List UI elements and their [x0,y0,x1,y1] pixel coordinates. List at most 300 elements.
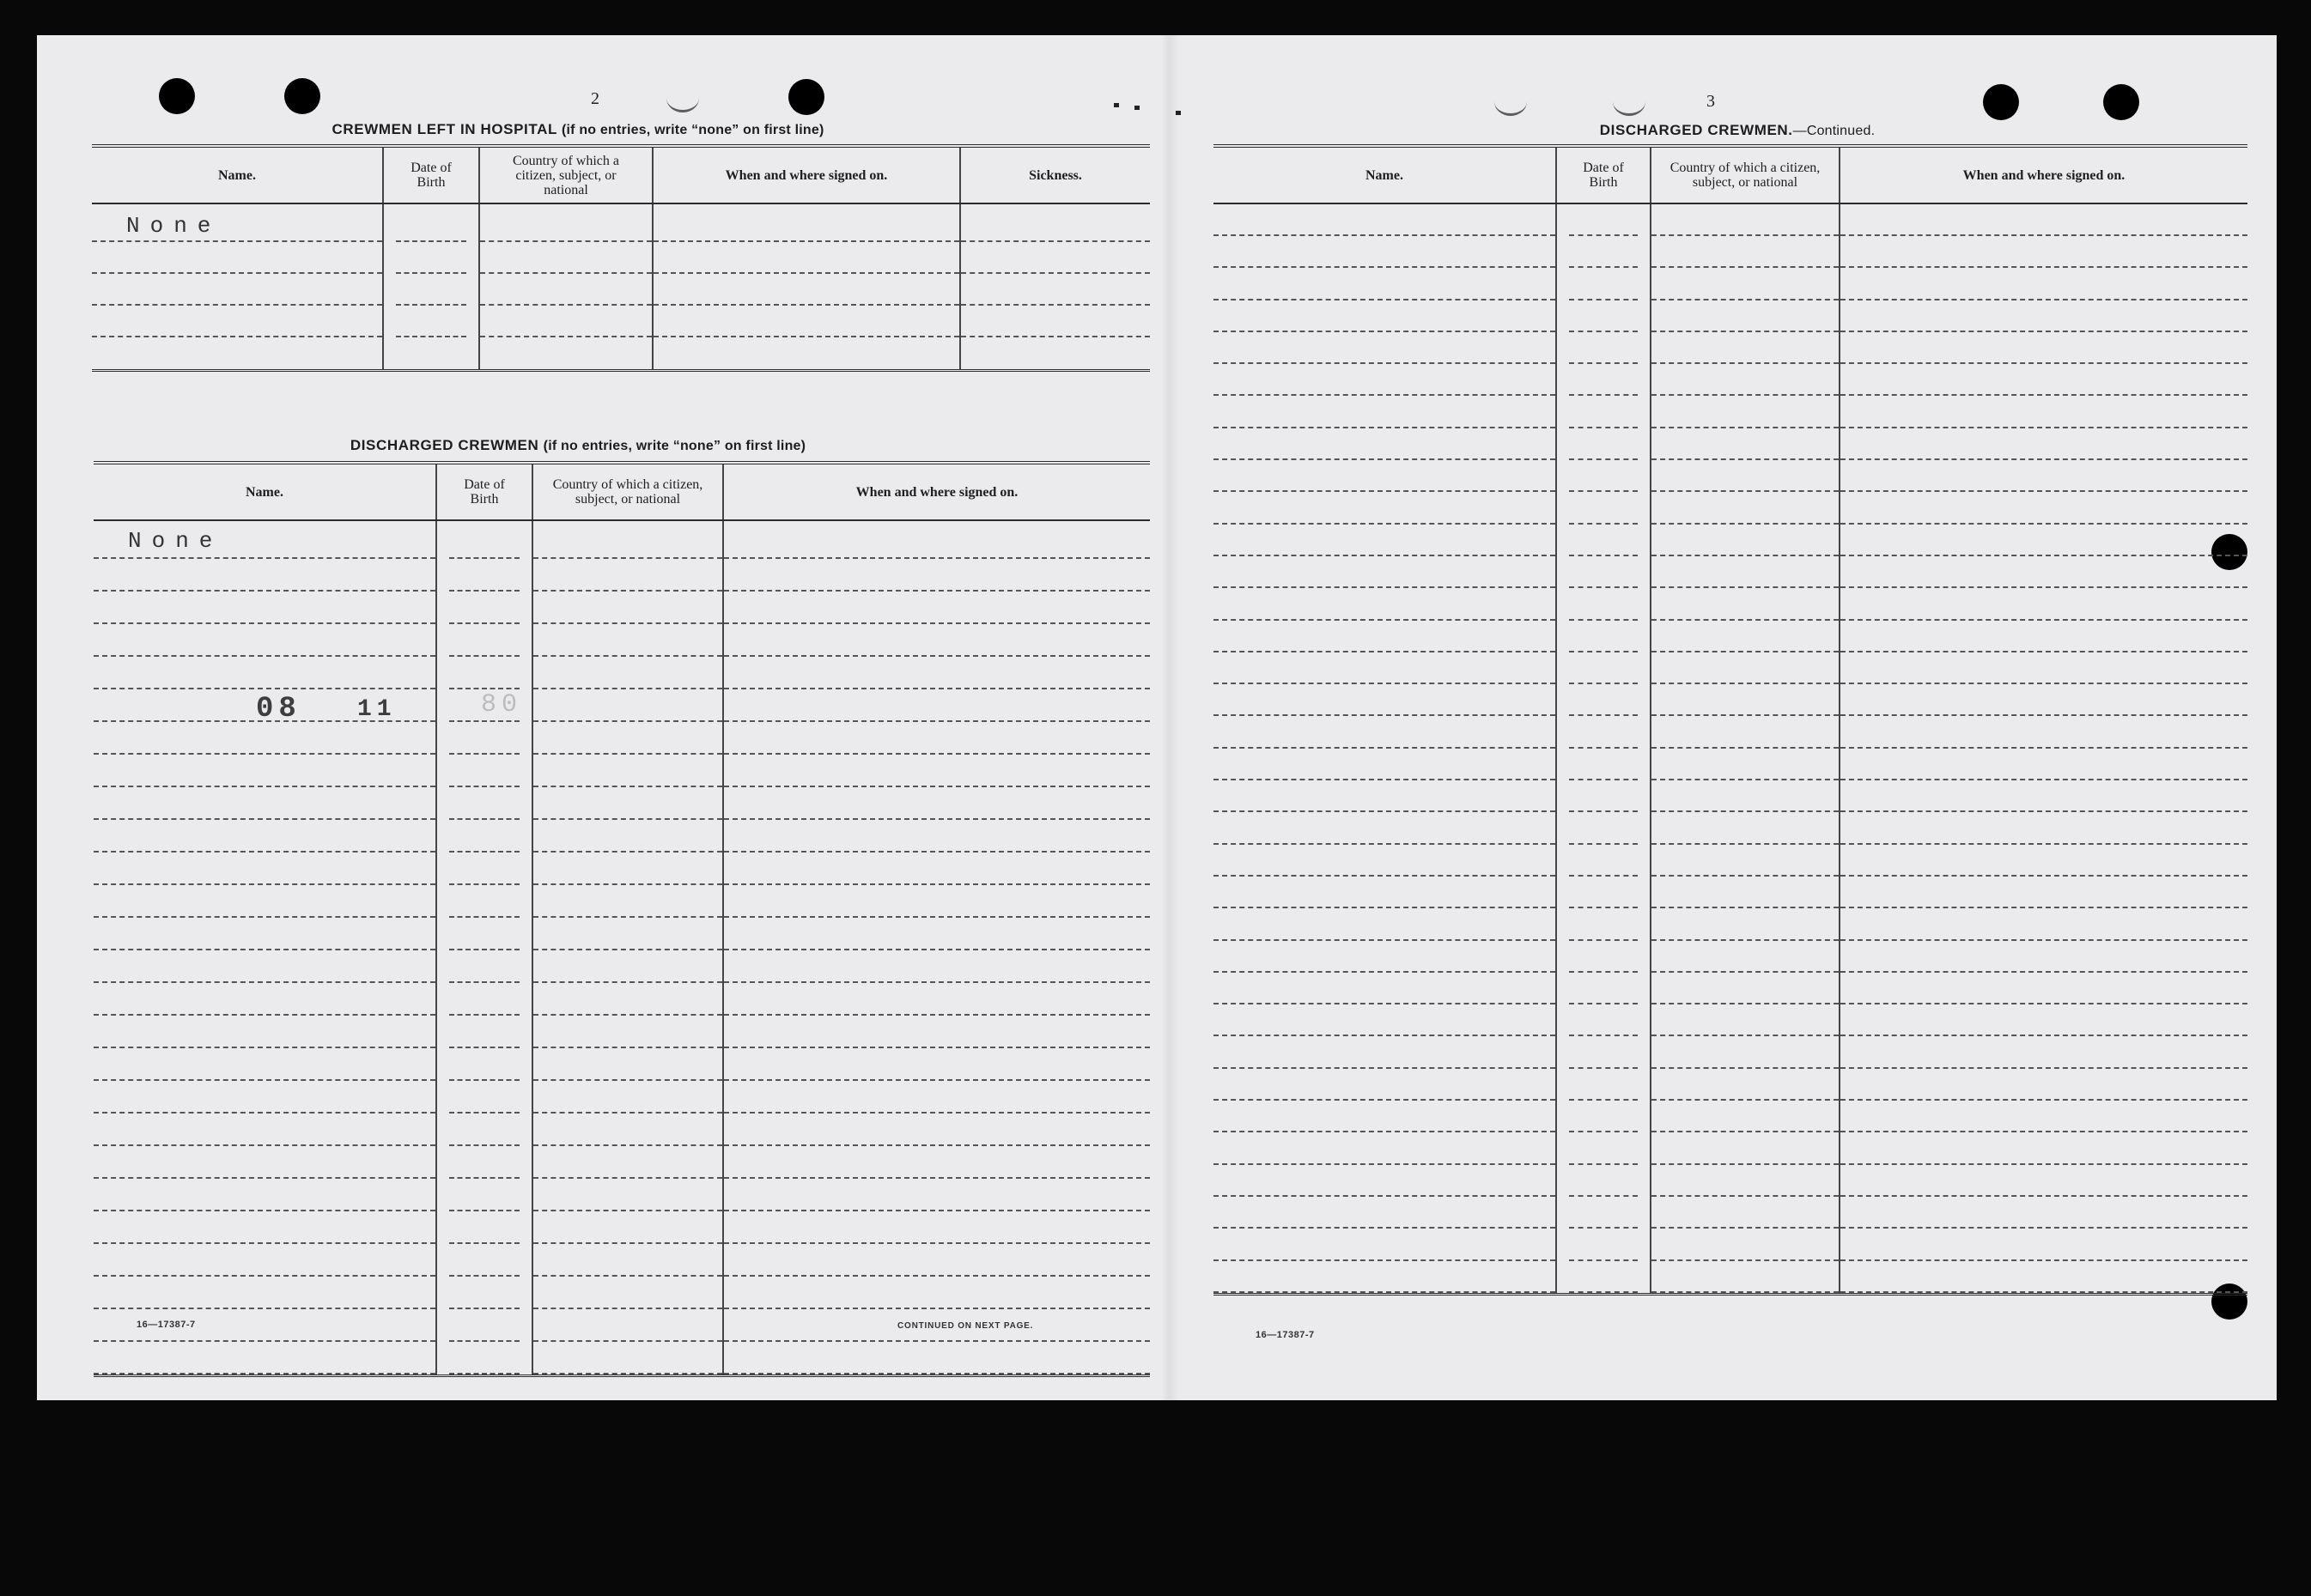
blank-line [1569,1132,1638,1164]
blank-line [94,1048,435,1081]
scan-speck [1114,103,1119,107]
blank-line [1213,845,1555,877]
blank-line [533,624,722,657]
blank-line [1213,908,1555,940]
col-header-name: Name. [94,464,437,519]
blank-line [1213,780,1555,812]
blank-line [1651,1069,1839,1101]
blank-line [1840,749,2247,780]
blank-line [724,885,1150,918]
blank-line [480,306,652,337]
blank-line [1213,428,1555,460]
blank-line [1840,268,2247,300]
blank-line [94,820,435,853]
blank-line [94,1016,435,1048]
blank-line [1569,1229,1638,1260]
col-header-dob: Date of Birth [384,148,480,203]
blank-line [1651,332,1839,364]
blank-line [1840,1069,2247,1101]
blank-line [724,1179,1150,1211]
blank-line [1569,268,1638,300]
blank-line [1840,428,2247,460]
blank-line [533,787,722,820]
blank-line [1213,973,1555,1004]
hospital-title-text: CREWMEN LEFT IN HOSPITAL [331,121,557,137]
blank-line [1569,204,1638,236]
blank-line [396,204,466,242]
blank-line [533,1211,722,1244]
blank-line [1569,492,1638,524]
form-number: 16—17387-7 [1256,1330,1315,1340]
blank-line [1840,1261,2247,1293]
blank-line [533,521,722,559]
blank-line [1569,1101,1638,1132]
blank-line [1840,525,2247,556]
punch-hole [159,78,195,114]
blank-line [449,1081,520,1114]
blank-line [724,1277,1150,1309]
stamp-mark: 80 [481,690,523,719]
blank-line [1651,652,1839,684]
page-number: 2 [591,89,599,108]
scan-speck [1176,111,1181,115]
blank-line [1213,300,1555,332]
blank-line [1651,845,1839,877]
blank-line [1651,812,1839,844]
blank-line [1213,556,1555,588]
blank-line [94,624,435,657]
col-header-dob: Date of Birth [1557,148,1651,203]
blank-line [449,624,520,657]
blank-line [533,1114,722,1146]
blank-line [480,242,652,274]
blank-line [449,1342,520,1375]
blank-line [724,521,1150,559]
blank-line [480,274,652,306]
blank-line [449,1244,520,1277]
blank-line [724,1048,1150,1081]
blank-line [92,306,382,337]
blank-line [449,1016,520,1048]
blank-line [1651,780,1839,812]
blank-line [1569,621,1638,652]
blank-line [1840,621,2247,652]
blank-line [654,337,959,369]
table-bottom-rule [94,1375,1150,1377]
blank-line [1213,1197,1555,1229]
blank-line [533,722,722,755]
blank-line [396,337,466,369]
blank-line [724,820,1150,853]
entry-none: None [92,204,382,242]
blank-line [1840,684,2247,716]
blank-line [1651,941,1839,973]
blank-line [724,1114,1150,1146]
blank-line [1651,396,1839,428]
discharged-title-text: DISCHARGED CREWMEN [350,437,539,453]
blank-line [1569,780,1638,812]
blank-line [1569,556,1638,588]
blank-line [1213,492,1555,524]
blank-line [1569,588,1638,620]
blank-line [533,1179,722,1211]
punch-hole [788,79,824,115]
col-header-country: Country of which a citizen, subject, or national [1651,148,1840,203]
blank-line [1840,941,2247,973]
blank-line [1569,749,1638,780]
blank-line [1840,460,2247,492]
blank-line [533,885,722,918]
blank-line [1569,652,1638,684]
blank-line [724,1016,1150,1048]
blank-line [654,274,959,306]
blank-line [533,592,722,624]
col-header-country: Country of which a citizen, subject, or national [533,464,724,519]
blank-line [533,1081,722,1114]
blank-line [94,722,435,755]
blank-line [961,274,1150,306]
blank-line [449,755,520,787]
blank-line [1651,621,1839,652]
blank-line [1651,492,1839,524]
blank-line [449,521,520,559]
blank-line [1651,1197,1839,1229]
col-dob [1557,204,1651,1293]
blank-line [396,242,466,274]
blank-line [1651,973,1839,1004]
blank-line [449,1179,520,1211]
blank-line [1213,1165,1555,1197]
blank-line [1213,1101,1555,1132]
blank-line [1569,1036,1638,1068]
blank-line [94,885,435,918]
section-title-discharged-continued [1205,122,2270,139]
blank-line [94,1114,435,1146]
blank-line [533,755,722,787]
blank-line [724,787,1150,820]
blank-line [449,657,520,689]
form-number: 16—17387-7 [137,1320,196,1330]
blank-line [961,337,1150,369]
blank-line [1651,877,1839,908]
col-name [92,204,384,369]
blank-line [1213,684,1555,716]
blank-line [724,755,1150,787]
blank-line [1213,1004,1555,1036]
table-bottom-rule [1213,1293,2247,1296]
col-header-signed-on: When and where signed on. [1962,167,2126,183]
blank-line [1213,1261,1555,1293]
blank-line [1840,908,2247,940]
blank-line [533,918,722,950]
blank-line [94,592,435,624]
col-name [94,521,437,1375]
blank-line [449,787,520,820]
blank-line [1569,236,1638,268]
blank-line [449,885,520,918]
blank-line [94,1211,435,1244]
blank-line [1213,812,1555,844]
col-signed-on [724,521,1150,1375]
col-country [533,521,724,1375]
blank-line [1213,1229,1555,1260]
blank-line [449,1277,520,1309]
blank-line [1213,460,1555,492]
blank-line [1569,364,1638,396]
blank-line [1840,1101,2247,1132]
blank-line [1651,364,1839,396]
blank-line [961,306,1150,337]
blank-line [1569,684,1638,716]
blank-line [533,1309,722,1342]
blank-line [1213,749,1555,780]
blank-line [1651,460,1839,492]
blank-line [396,306,466,337]
section-title-discharged [88,437,1067,454]
blank-line [94,1342,435,1375]
blank-line [1840,396,2247,428]
blank-line [1569,812,1638,844]
col-header-name: Name. [1213,148,1557,203]
blank-line [94,918,435,950]
blank-line [1651,204,1839,236]
blank-line [1569,300,1638,332]
blank-line [1840,1197,2247,1229]
blank-line [533,1277,722,1309]
blank-line [1651,1229,1839,1260]
stamp-mark: 08 [256,693,301,725]
blank-line [1651,268,1839,300]
hospital-table [92,144,1150,372]
blank-line [1213,877,1555,908]
blank-line [533,1146,722,1179]
blank-line [1569,1165,1638,1197]
col-name [1213,204,1557,1293]
blank-line [533,853,722,885]
table-bottom-rule [92,369,1150,372]
blank-line [533,820,722,853]
blank-line [724,689,1150,722]
discharged-continued-body [1213,204,2247,1293]
blank-line [1651,1132,1839,1164]
blank-line [1840,204,2247,236]
stamp-mark: 11 [357,696,397,723]
blank-line [1840,1036,2247,1068]
blank-line [1840,300,2247,332]
blank-line [1840,1132,2247,1164]
blank-line [1651,1004,1839,1036]
blank-line [480,337,652,369]
blank-line [724,853,1150,885]
blank-line [724,1244,1150,1277]
blank-line [1651,300,1839,332]
blank-line [724,950,1150,983]
blank-line [533,689,722,722]
blank-line [1213,941,1555,973]
blank-line [1569,845,1638,877]
blank-line [724,1146,1150,1179]
blank-line [1569,1261,1638,1293]
blank-line [1651,908,1839,940]
col-header-country: Country of which a citizen, subject, or national [480,148,654,203]
blank-line [1569,525,1638,556]
scan-speck [1134,106,1140,110]
blank-line [94,853,435,885]
blank-line [94,559,435,592]
blank-line [1651,716,1839,748]
col-dob [384,204,480,369]
blank-line [1569,1069,1638,1101]
blank-line [92,242,382,274]
blank-line [724,1342,1150,1375]
blank-line [1213,716,1555,748]
hole-mark [1494,88,1527,116]
page-number: 3 [1706,92,1715,111]
blank-line [1651,236,1839,268]
blank-line [724,722,1150,755]
blank-line [724,624,1150,657]
blank-line [1213,364,1555,396]
blank-line [724,1081,1150,1114]
blank-line [533,1342,722,1375]
blank-line [1569,877,1638,908]
blank-line [1651,1165,1839,1197]
blank-line [449,1309,520,1342]
blank-line [724,983,1150,1016]
col-signed-on [654,204,961,369]
blank-line [1651,428,1839,460]
blank-line [449,592,520,624]
blank-line [1651,1101,1839,1132]
blank-line [654,242,959,274]
blank-line [1651,684,1839,716]
blank-line [1569,428,1638,460]
blank-line [449,983,520,1016]
blank-line [396,274,466,306]
blank-line [1569,1004,1638,1036]
blank-line [1651,556,1839,588]
blank-line [533,657,722,689]
blank-line [1213,268,1555,300]
hole-mark [1613,88,1645,116]
blank-line [449,1146,520,1179]
blank-line [449,1114,520,1146]
blank-line [449,853,520,885]
blank-line [1840,588,2247,620]
blank-line [1213,204,1555,236]
blank-line [94,950,435,983]
blank-line [449,950,520,983]
blank-line [533,950,722,983]
blank-line [1840,812,2247,844]
blank-line [1213,525,1555,556]
blank-line [92,274,382,306]
blank-line [1840,364,2247,396]
blank-line [94,1244,435,1277]
blank-line [724,559,1150,592]
blank-line [449,918,520,950]
col-dob [437,521,533,1375]
blank-line [1213,1132,1555,1164]
blank-line [1213,652,1555,684]
blank-line [1213,396,1555,428]
blank-line [724,918,1150,950]
blank-line [1840,1229,2247,1260]
blank-line [449,722,520,755]
blank-line [1651,1036,1839,1068]
col-header-signed-on: When and where signed on. [654,148,961,203]
punch-hole [284,78,320,114]
blank-line [1651,749,1839,780]
blank-line [533,1244,722,1277]
blank-line [480,204,652,242]
entry-none: None [94,521,435,559]
blank-line [1651,525,1839,556]
blank-line [94,1081,435,1114]
discharged-title-note: (if no entries, write “none” on first line) [543,439,806,453]
col-signed-on [1840,204,2247,1293]
col-header-dob: Date of Birth [437,464,533,519]
blank-line [94,1277,435,1309]
discharged-continued-title: DISCHARGED CREWMEN. [1599,122,1793,138]
hospital-title-note: (if no entries, write “none” on first line) [561,123,824,137]
blank-line [533,559,722,592]
blank-line [1569,460,1638,492]
col-header-name: Name. [92,148,384,203]
blank-line [533,1016,722,1048]
blank-line [1651,1261,1839,1293]
blank-line [94,657,435,689]
blank-line [1213,621,1555,652]
col-country [480,204,654,369]
section-title-hospital [88,121,1067,138]
blank-line [654,306,959,337]
blank-line [94,755,435,787]
punch-hole [2103,84,2139,120]
blank-line [1213,332,1555,364]
blank-line [1840,1004,2247,1036]
continued-note: CONTINUED ON NEXT PAGE. [897,1321,1034,1331]
blank-line [1840,556,2247,588]
col-sickness [961,204,1150,369]
blank-line [533,983,722,1016]
blank-line [1840,332,2247,364]
blank-line [1213,1036,1555,1068]
blank-line [724,657,1150,689]
blank-line [1651,588,1839,620]
col-country [1651,204,1840,1293]
blank-line [449,1048,520,1081]
blank-line [1840,1165,2247,1197]
blank-line [1840,877,2247,908]
blank-line [654,204,959,242]
blank-line [1569,716,1638,748]
punch-hole [1983,84,2019,120]
blank-line [449,559,520,592]
blank-line [1840,973,2247,1004]
blank-line [1840,845,2247,877]
hole-mark [666,84,699,112]
blank-line [1840,652,2247,684]
blank-line [961,242,1150,274]
blank-line [449,820,520,853]
blank-line [1569,973,1638,1004]
blank-line [94,1179,435,1211]
blank-line [961,204,1150,242]
scanned-document [37,35,2277,1400]
blank-line [1213,236,1555,268]
discharged-continued-note: —Continued. [1792,124,1876,138]
